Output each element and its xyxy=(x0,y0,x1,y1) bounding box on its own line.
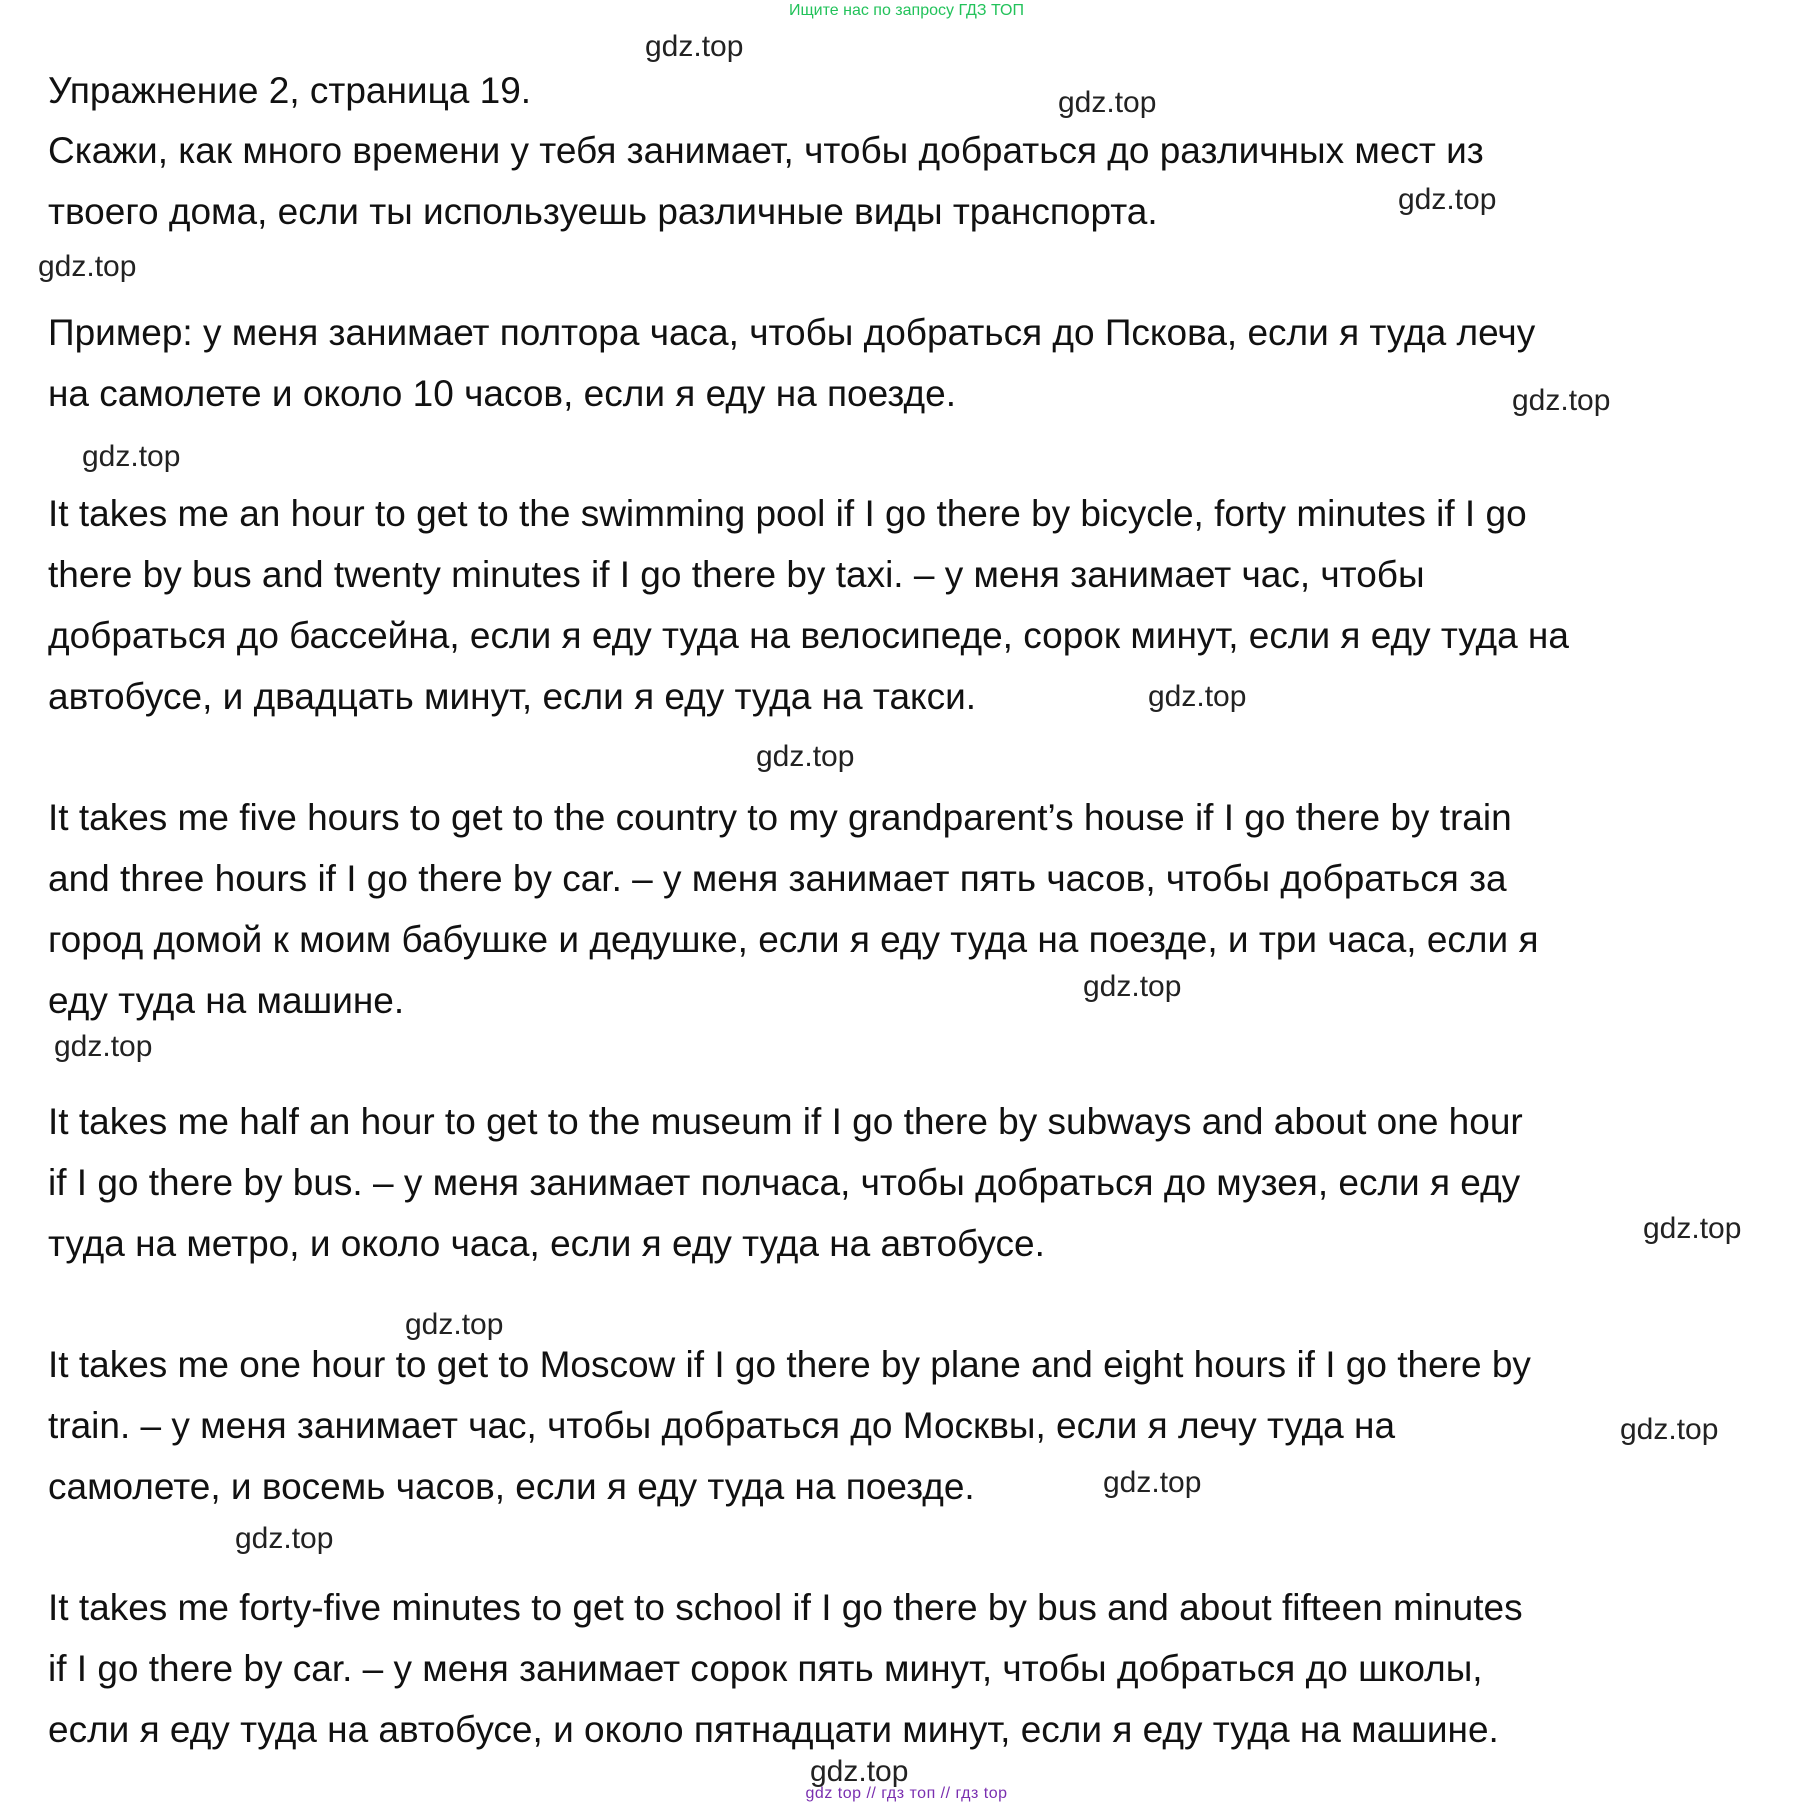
watermark: gdz.top xyxy=(82,440,181,473)
watermark: gdz.top xyxy=(235,1522,334,1555)
watermark: gdz.top xyxy=(54,1030,153,1063)
watermark: gdz.top xyxy=(1643,1212,1742,1245)
answer-line: добраться до бассейна, если я еду туда на велосипеде, сорок минут, если я еду туда на xyxy=(48,615,1569,656)
answer-line: It takes me half an hour to get to the museum if I go there by subways and about one hour xyxy=(48,1101,1523,1142)
bottom-banner: gdz top // гдз топ // гдз top xyxy=(805,1785,1008,1802)
answer-line: if I go there by bus. – у меня занимает полчаса, чтобы добраться до музея, если я еду xyxy=(48,1162,1521,1203)
example-line: Пример: у меня занимает полтора часа, чтобы добраться до Пскова, если я туда лечу xyxy=(48,312,1536,353)
watermark: gdz.top xyxy=(1620,1413,1719,1446)
answer-line: если я еду туда на автобусе, и около пятнадцати минут, если я еду туда на машине. xyxy=(48,1709,1499,1750)
watermark: gdz.top xyxy=(1148,680,1247,713)
answer-line: there by bus and twenty minutes if I go there by taxi. – у меня занимает час, чтобы xyxy=(48,554,1425,595)
answer-line: It takes me one hour to get to Moscow if I go there by plane and eight hours if I go there by xyxy=(48,1344,1531,1385)
answer-line: train. – у меня занимает час, чтобы добраться до Москвы, если я лечу туда на xyxy=(48,1405,1396,1446)
watermark: gdz.top xyxy=(810,1755,909,1788)
watermark: gdz.top xyxy=(1083,970,1182,1003)
answer-line: туда на метро, и около часа, если я еду туда на автобусе. xyxy=(48,1223,1045,1264)
example-line: на самолете и около 10 часов, если я еду на поезде. xyxy=(48,373,956,414)
task-line: Скажи, как много времени у тебя занимает, чтобы добраться до различных мест из xyxy=(48,130,1484,171)
watermark: gdz.top xyxy=(1058,86,1157,119)
answer-line: самолете, и восемь часов, если я еду туда на поезде. xyxy=(48,1466,975,1507)
watermark: gdz.top xyxy=(756,740,855,773)
watermark: gdz.top xyxy=(1512,384,1611,417)
watermark: gdz.top xyxy=(38,250,137,283)
task-line: твоего дома, если ты используешь различные виды транспорта. xyxy=(48,191,1158,232)
answer-line: It takes me forty-five minutes to get to school if I go there by bus and about fifteen minutes xyxy=(48,1587,1523,1628)
watermark: gdz.top xyxy=(645,30,744,63)
watermark: gdz.top xyxy=(405,1308,504,1341)
answer-line: and three hours if I go there by car. – у меня занимает пять часов, чтобы добраться за xyxy=(48,858,1507,899)
answer-line: It takes me an hour to get to the swimming pool if I go there by bicycle, forty minutes if I go xyxy=(48,493,1527,534)
watermark: gdz.top xyxy=(1103,1466,1202,1499)
answer-line: if I go there by car. – у меня занимает сорок пять минут, чтобы добраться до школы, xyxy=(48,1648,1483,1689)
answer-line: It takes me five hours to get to the country to my grandparent’s house if I go there by train xyxy=(48,797,1512,838)
answer-line: автобусе, и двадцать минут, если я еду туда на такси. xyxy=(48,676,977,717)
answer-line: еду туда на машине. xyxy=(48,980,405,1021)
watermark: gdz.top xyxy=(1398,183,1497,216)
answer-line: город домой к моим бабушке и дедушке, если я еду туда на поезде, и три часа, если я xyxy=(48,919,1539,960)
exercise-title: Упражнение 2, страница 19. xyxy=(48,70,532,111)
top-banner: Ищите нас по запросу ГДЗ ТОП xyxy=(789,2,1024,19)
